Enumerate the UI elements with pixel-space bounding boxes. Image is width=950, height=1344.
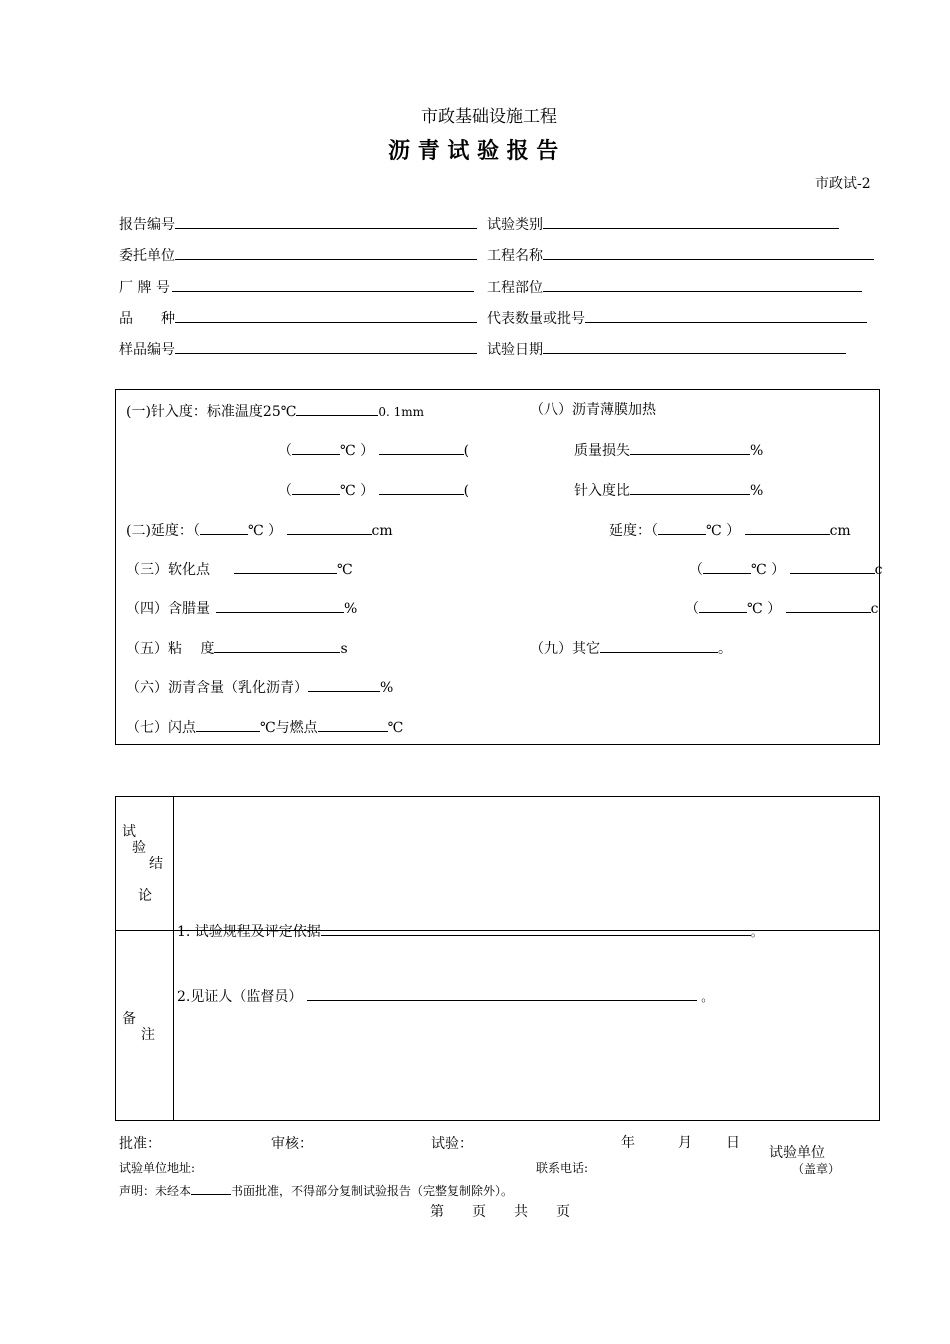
phone-label: 联系电话: [536, 1161, 589, 1175]
report-no-field[interactable] [119, 214, 477, 234]
softening-row[interactable]: （三）软化点 ℃ [126, 559, 353, 579]
flash-fire-row[interactable]: （七）闪点 ℃与燃点 ℃ [126, 717, 403, 737]
other-row[interactable]: （九）其它 。 [530, 638, 732, 658]
test-date-field[interactable] [487, 339, 846, 359]
approve-label: 批准： [119, 1136, 161, 1152]
remarks-label-1: 备 [122, 1011, 136, 1027]
tester-label: 试验： [431, 1136, 473, 1152]
label: 样品编号 [119, 342, 175, 358]
conclusion-remarks-box [115, 796, 880, 1121]
page-title: 沥 青 试 验 报 告 [388, 139, 559, 164]
test-items-box [115, 389, 883, 745]
viscosity-row[interactable]: （五）粘 度 s [126, 638, 348, 658]
form-code: 市政试-2 [815, 176, 871, 192]
unit-label: 试验单位 [769, 1145, 825, 1161]
label: 工程名称 [487, 248, 543, 264]
thin-film-heading: （八）沥青薄膜加热 [530, 402, 656, 418]
brand-field[interactable] [119, 277, 474, 297]
day-label: 日 [726, 1135, 740, 1151]
remark-item-1[interactable]: 1. 试验规程及评定依据 。 [177, 925, 763, 941]
ductility4-row[interactable]: （ ℃ ） c [685, 598, 878, 618]
quantity-batch-field[interactable] [487, 308, 867, 328]
label: 品 种 [119, 311, 175, 327]
sample-no-field[interactable] [119, 339, 477, 359]
conclusion-label-1: 试 [122, 824, 136, 840]
client-field[interactable] [119, 245, 477, 265]
label: 厂 牌 号 [119, 280, 170, 296]
page-number: 第 页 共 页 [430, 1204, 570, 1220]
conclusion-label-4: 论 [138, 888, 152, 904]
conclusion-input[interactable] [176, 799, 877, 928]
conclusion-label-2: 验 [132, 840, 146, 856]
label: 试验日期 [487, 342, 543, 358]
mass-loss-row[interactable]: 质量损失 % [574, 440, 763, 460]
month-label: 月 [678, 1135, 692, 1151]
ductility-row[interactable]: (二)延度：（ ℃ ） cm [126, 520, 393, 540]
ductility3-row[interactable]: （ ℃ ） c [689, 559, 882, 579]
project-name-field[interactable] [487, 245, 874, 265]
penetration-row: (一)针入度：标准温度25℃ 0. 1mm [126, 401, 424, 421]
asphalt-content-row[interactable]: （六）沥青含量（乳化沥青） % [126, 677, 393, 697]
review-label: 审核： [271, 1136, 313, 1152]
label: 工程部位 [487, 280, 543, 296]
statement: 声明：未经本 书面批准，不得部分复制试验报告（完整复制除外）。 [119, 1184, 514, 1198]
variety-field[interactable] [119, 308, 477, 328]
conclusion-label-3: 结 [149, 856, 163, 872]
penetration-row-3[interactable]: （ ℃ ） ( [278, 480, 469, 500]
test-type-field[interactable] [487, 214, 839, 234]
address-label: 试验单位地址: [119, 1161, 196, 1175]
label: 委托单位 [119, 248, 175, 264]
label: 报告编号 [119, 217, 175, 233]
seal-label: （盖章） [792, 1162, 841, 1176]
wax-row[interactable]: （四）含腊量 % [126, 598, 357, 618]
ductility2-row[interactable]: 延度：（ ℃ ） cm [609, 520, 851, 540]
pen-ratio-row[interactable]: 针入度比 % [574, 480, 763, 500]
penetration-row-2[interactable]: （ ℃ ） ( [278, 440, 469, 460]
label: 试验类别 [487, 217, 543, 233]
remarks-label-2: 注 [141, 1027, 155, 1043]
remark-item-2[interactable]: 2.见证人（监督员） 。 [177, 986, 713, 1006]
project-part-field[interactable] [487, 277, 862, 297]
label: 代表数量或批号 [487, 311, 585, 327]
subtitle: 市政基础设施工程 [421, 107, 557, 127]
year-label: 年 [621, 1135, 635, 1151]
